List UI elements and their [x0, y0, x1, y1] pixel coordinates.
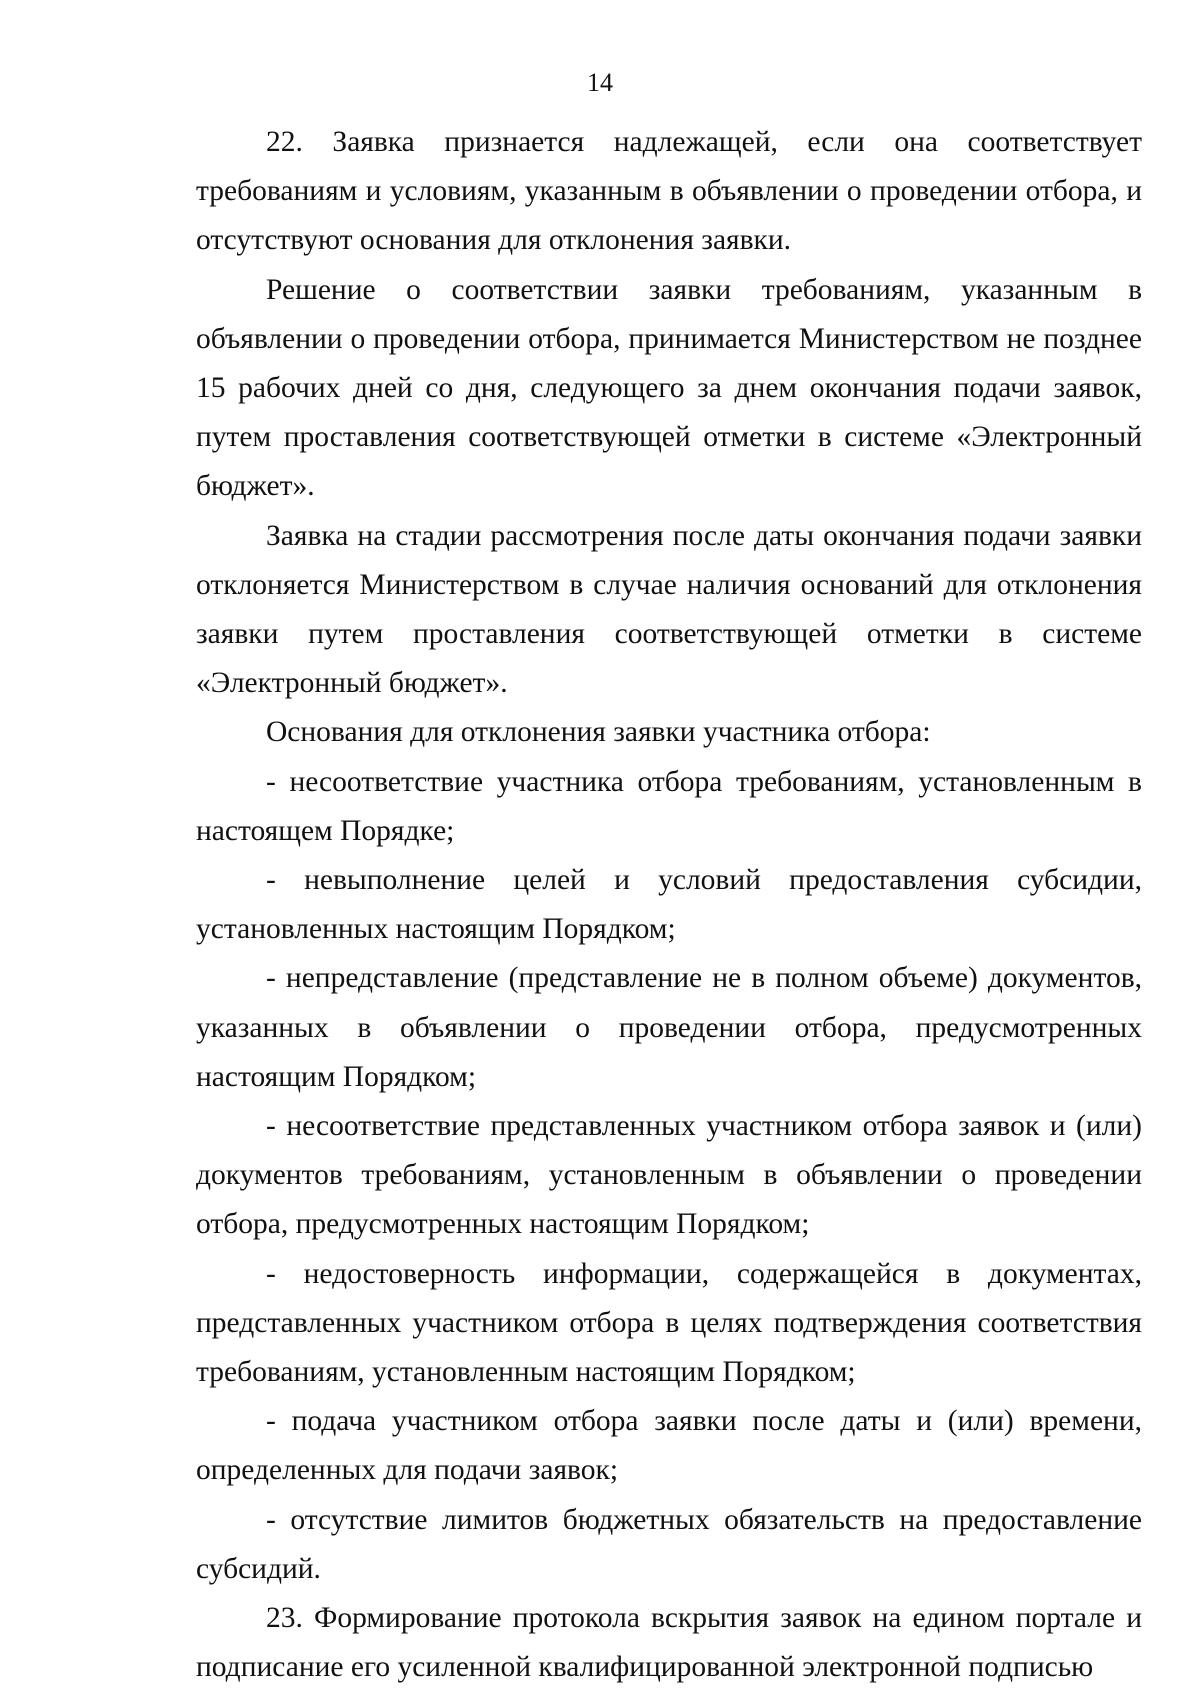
- document-body: [196, 118, 1142, 1693]
- list-item-ground: - подача участником отбора заявки после даты и (или) времени, определенных для подачи заявок;: [196, 1405, 1142, 1487]
- paragraph-22-intro: 22. Заявка признается надлежащей, если она соответствует требованиям и условиям, указанным в объявлении о проведении отбора, и отсутствуют основания для отклонения заявки.: [196, 126, 1142, 257]
- list-item-ground: - недостоверность информации, содержащейся в документах, представленных участником отбора в целях подтверждения соответствия требованиям, установленным настоящим Порядком;: [196, 1257, 1142, 1389]
- paragraph-23-intro: 23. Формирование протокола вскрытия заявок на едином портале и подписание его усиленной квалифицированной электронной подписью: [196, 1602, 1142, 1684]
- list-item-ground: - невыполнение целей и условий предоставления субсидии, установленных настоящим Порядком;: [196, 864, 1142, 946]
- page-number: 14: [587, 68, 613, 97]
- paragraph-rejection: Заявка на стадии рассмотрения после даты окончания подачи заявки отклоняется Министерством в случае наличия оснований для отклонения заявки путем проставления соответствующей отметки в системе «Электронный бюджет».: [196, 519, 1142, 700]
- paragraph-decision: Решение о соответствии заявки требованиям, указанным в объявлении о проведении отбора, принимается Министерством не позднее 15 рабочих дней со дня, следующего за днем окончания подачи заявок, путем проставления соответствующей отметки в системе «Электронный бюджет».: [196, 273, 1142, 503]
- list-item-ground: - несоответствие участника отбора требованиям, установленным в настоящем Порядке;: [196, 765, 1142, 847]
- list-item-ground: - отсутствие лимитов бюджетных обязательств на предоставление субсидий.: [196, 1503, 1142, 1585]
- list-item-ground: - несоответствие представленных участником отбора заявок и (или) документов требованиям, установленным в объявлении о проведении отбора, предусмотренных настоящим Порядком;: [196, 1110, 1142, 1241]
- paragraph-grounds-heading: Основания для отклонения заявки участника отбора:: [266, 716, 931, 749]
- list-item-ground: - непредставление (представление не в полном объеме) документов, указанных в объявлении о проведении отбора, предусмотренных настоящим Порядком;: [196, 962, 1142, 1093]
